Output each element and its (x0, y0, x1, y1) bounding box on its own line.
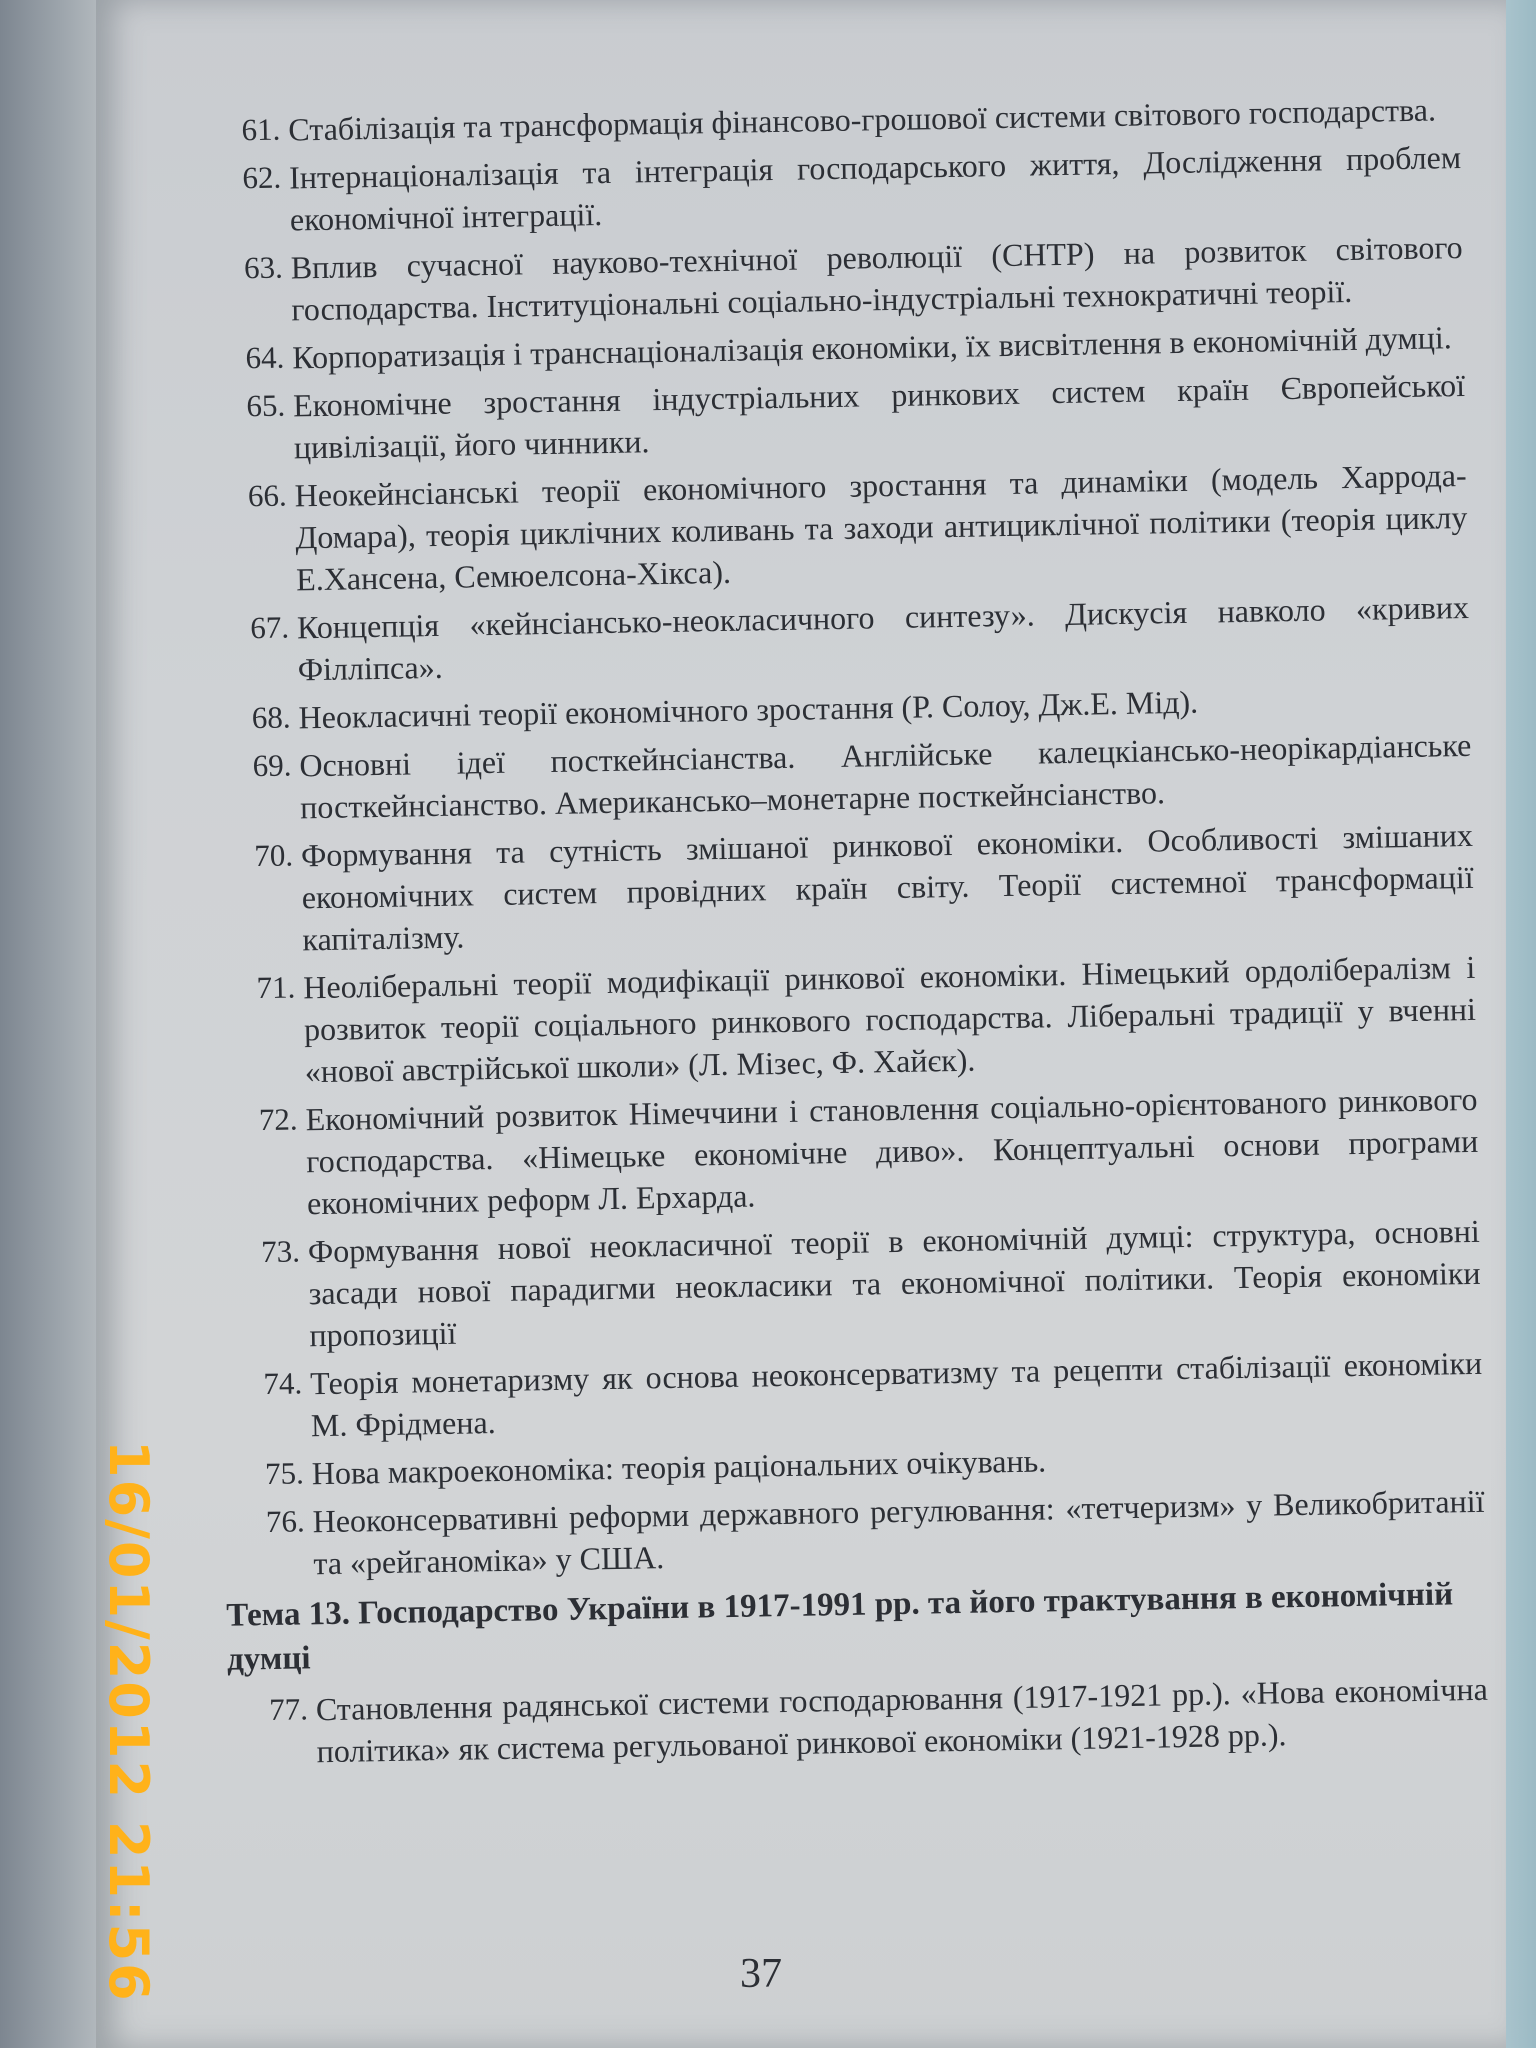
page-number: 37 (740, 1951, 782, 1997)
list-item (201, 136, 1462, 242)
camera-timestamp: 16/01/2012 21:56 (97, 1440, 160, 2003)
item-number: 61. (241, 111, 281, 148)
list-item (215, 946, 1477, 1094)
list-item (209, 586, 1470, 692)
list-item (224, 1480, 1485, 1586)
item-text: Теорія монетаризму як основа неоконсерватизму та рецепти стабілізації економіки М. Фрідмена. (309, 1344, 1483, 1444)
item-text: Стабілізація та трансформація фінансово-грошової системи світового господарства. (288, 91, 1437, 148)
item-number: 75. (264, 1455, 305, 1492)
item-number: 67. (249, 609, 290, 646)
item-text: Неоліберальні теорії модифікації ринкової економіки. Німецький ордолібералізм і розвиток теорії соціального ринкового господарства. Ліберальні традиції у вченні «нової австрійської школи» (Л. Мізес, Ф. Хайєк). (303, 948, 1477, 1090)
list-item (205, 364, 1466, 470)
item-number: 76. (265, 1503, 305, 1540)
list-item (206, 454, 1468, 602)
item-number: 63. (243, 249, 284, 286)
item-number: 69. (252, 747, 292, 784)
item-text: Становлення радянської системи господарювання (1917-1921 рр.). «Нова економічна політика» як система регульованої ринкової економіки (1921-1928 рр.). (315, 1670, 1489, 1770)
item-number: 74. (263, 1365, 303, 1402)
item-number: 72. (258, 1101, 298, 1138)
item-number: 68. (251, 699, 291, 736)
list-item (228, 1668, 1489, 1774)
item-number: 66. (247, 477, 288, 514)
item-number: 71. (256, 969, 296, 1006)
item-number: 62. (242, 159, 282, 196)
item-text: Корпоратизація і транснаціоналізація економіки, їх висвітлення в економічній думці. (292, 319, 1452, 376)
list-item (213, 814, 1475, 962)
question-list-continued (228, 1668, 1489, 1774)
left-page-edge (0, 0, 105, 2048)
item-text: Концепція «кейнсіансько-неокласичного синтезу». Дискусія навколо «кривих Філліпса». (296, 588, 1470, 688)
item-text: Економічне зростання індустріальних ринкових систем країн Європейської цивілізації, його чинники. (292, 366, 1466, 466)
list-item (220, 1210, 1482, 1358)
list-item (202, 226, 1463, 332)
item-number: 64. (245, 339, 285, 376)
item-text: Неокейнсіанські теорії економічного зростання та динаміки (модель Харрода-Домара), теорія циклічних коливань та заходи антициклічної політики (теорія циклу Е.Хансена, Семюелсона-Хікса). (294, 456, 1468, 598)
item-text: Неокласичні теорії економічного зростання (Р. Солоу, Дж.Е. Мід). (298, 683, 1199, 736)
item-number: 77. (268, 1691, 309, 1728)
item-text: Нова макроекономіка: теорія раціональних очікувань. (311, 1442, 1047, 1492)
item-text: Інтернаціоналізація та інтеграція господарського життя, Дослідження проблем економічної інтеграції. (288, 139, 1462, 238)
item-text: Вплив сучасної науково-технічної революції (СНТР) на розвиток світового господарства. Інституціональні соціально-індустріальні технократичні теорії. (290, 228, 1463, 328)
item-number: 65. (246, 387, 286, 424)
question-list (200, 88, 1486, 1586)
list-item (217, 1078, 1479, 1226)
section-heading: Тема 13. Господарство України в 1917-1991 рр. та його трактування в економічній думці (225, 1576, 1454, 1678)
item-text: Економічний розвиток Німеччини і становлення соціально-орієнтованого ринкового господарства. «Німецьке економічне диво». Концептуальні основи програми економічних реформ Л. Ерхарда. (305, 1080, 1479, 1222)
item-text: Формування нової неокласичної теорії в економічній думці: структура, основні засади нової парадигми неокласики та економічної політики. Теорія економіки пропозиції (307, 1212, 1481, 1354)
item-number: 70. (253, 837, 294, 874)
item-number: 73. (260, 1233, 301, 1270)
item-text: Формування та сутність змішаної ринкової економіки. Особливості змішаних економічних систем провідних країн світу. Теорії системної трансформації капіталізму. (300, 816, 1474, 958)
table-surface (1506, 0, 1536, 2048)
item-text: Основні ідеї посткейнсіанства. Англійське калецкіансько-неорікардіанське посткейнсіанство. Американсько–монетарне посткейнсіанство. (299, 726, 1472, 826)
item-text: Неоконсервативні реформи державного регулювання: «тетчеризм» у Великобританії та «рейганоміка» у США. (312, 1482, 1485, 1582)
list-item (211, 724, 1472, 830)
list-item (222, 1342, 1483, 1448)
page-text-block (200, 88, 1489, 1780)
